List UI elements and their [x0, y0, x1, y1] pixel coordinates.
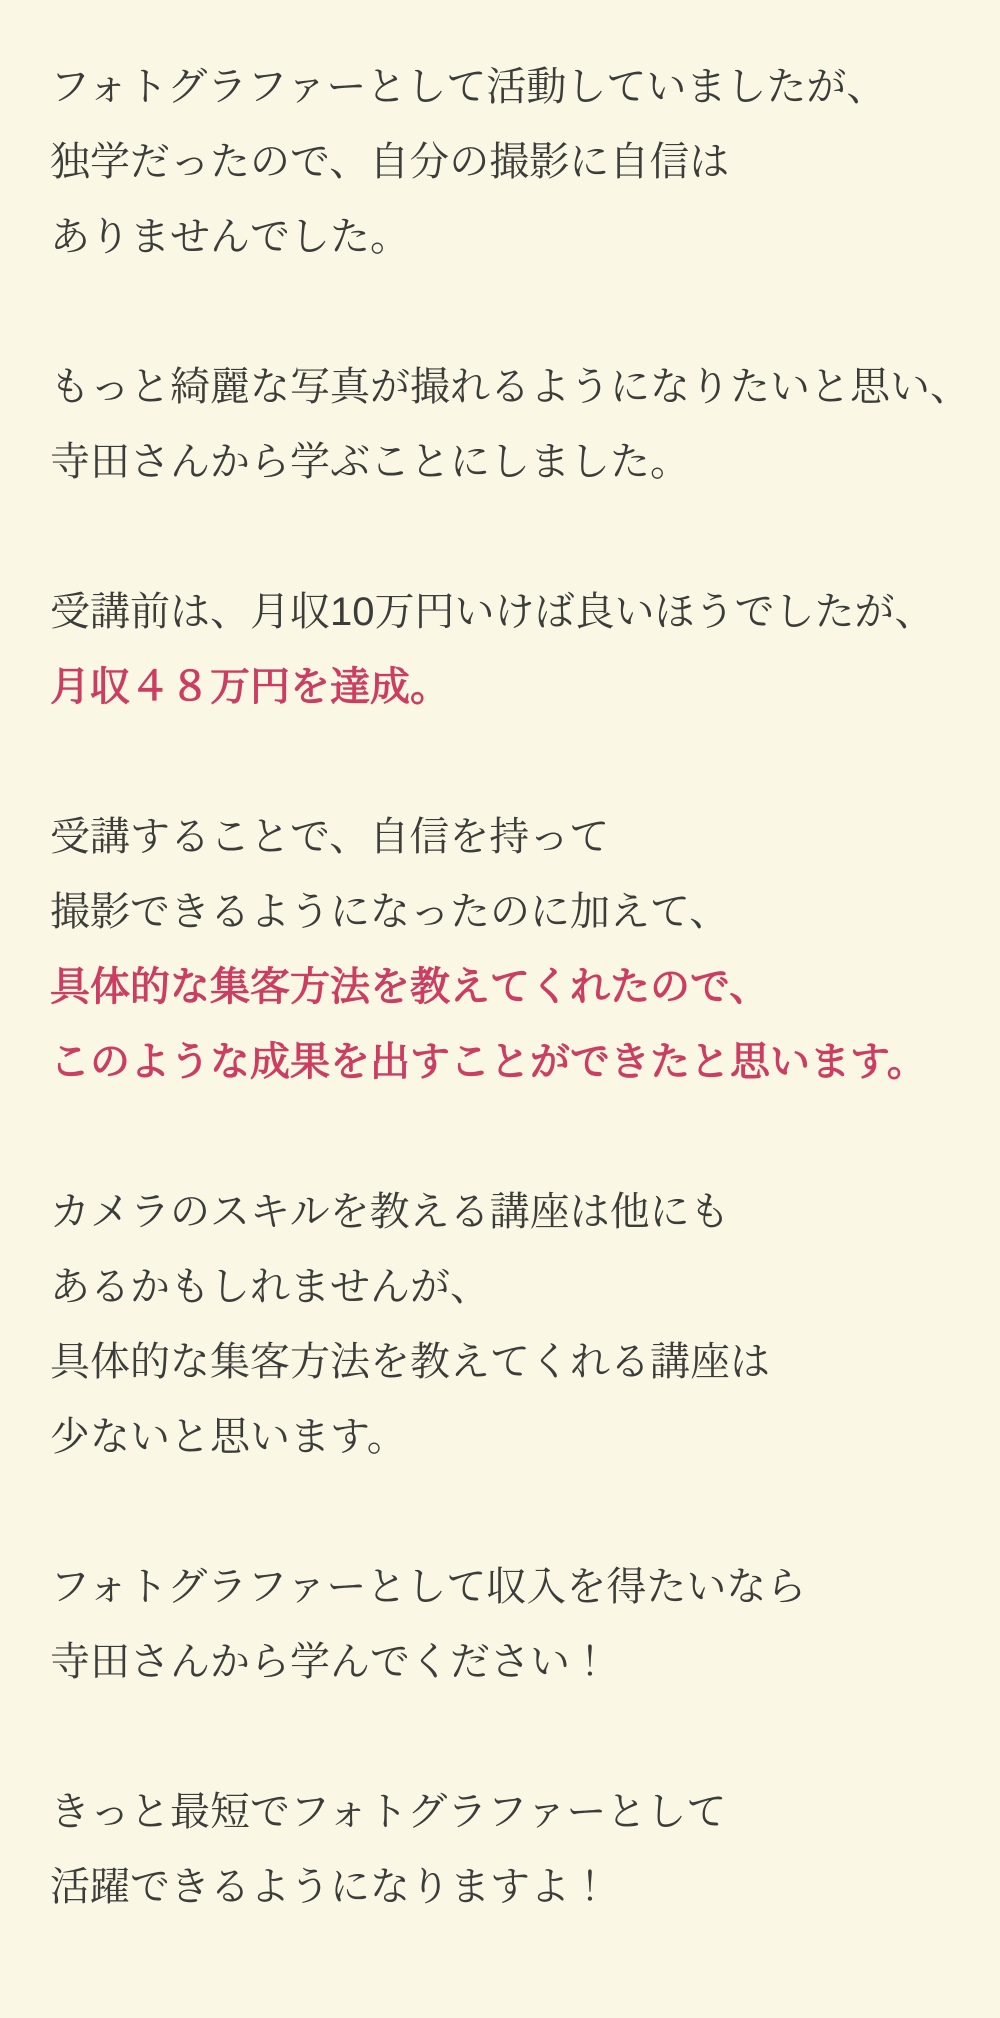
testimonial-line: フォトグラファーとして活動していましたが、: [50, 65, 887, 109]
testimonial-line: きっと最短でフォトグラファーとして: [50, 1790, 727, 1834]
testimonial-line-highlight: 月収４８万円を達成。: [50, 665, 450, 709]
testimonial-line-highlight: 具体的な集客方法を教えてくれたので、: [50, 965, 770, 1009]
testimonial-line: 独学だったので、自分の撮影に自信は: [50, 140, 730, 184]
testimonial-line: カメラのスキルを教える講座は他にも: [50, 1190, 730, 1234]
testimonial-line: 活躍できるようになりますよ！: [50, 1865, 610, 1909]
testimonial-line-highlight: このような成果を出すことができたと思います。: [50, 1040, 927, 1084]
testimonial-line: 寺田さんから学ぶことにしました。: [50, 440, 690, 484]
testimonial-line: ありませんでした。: [50, 215, 410, 259]
testimonial-line: 撮影できるようになったのに加えて、: [50, 890, 730, 934]
paragraph-intro: [50, 50, 970, 275]
testimonial-line: 受講することで、自信を持って: [50, 815, 610, 859]
testimonial-line: あるかもしれませんが、: [50, 1265, 490, 1309]
testimonial-line: 少ないと思います。: [50, 1415, 407, 1459]
testimonial-line: 寺田さんから学んでください！: [50, 1640, 610, 1684]
paragraph-motivation: [50, 350, 970, 500]
paragraph-recommendation: [50, 1550, 970, 1700]
testimonial-line: もっと綺麗な写真が撮れるようになりたいと思い、: [50, 365, 970, 409]
testimonial-line: フォトグラファーとして収入を得たいなら: [50, 1565, 807, 1609]
paragraph-benefits: [50, 800, 970, 1100]
paragraph-income-result: [50, 575, 970, 725]
testimonial-line: 受講前は、月収10万円いけば良いほうでしたが、: [50, 590, 935, 634]
paragraph-comparison: [50, 1175, 970, 1475]
paragraph-closing: [50, 1775, 970, 1925]
testimonial-line: 具体的な集客方法を教えてくれる講座は: [50, 1340, 770, 1384]
